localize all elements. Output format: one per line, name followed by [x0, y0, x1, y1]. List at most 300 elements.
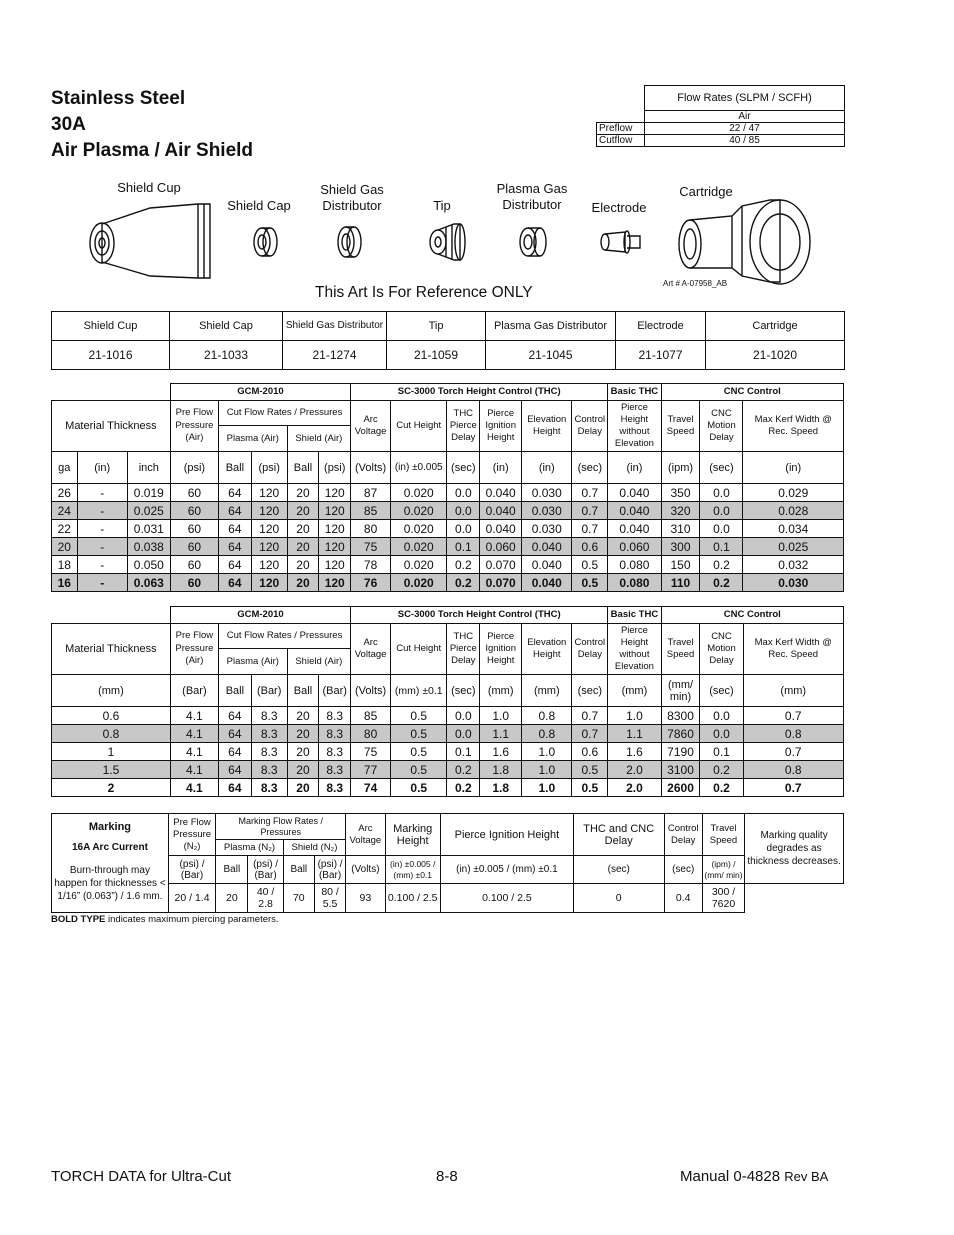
data-cell: 0.5 — [391, 725, 447, 743]
unit-cell: (in) ±0.005 — [391, 452, 447, 484]
unit-cell: (sec) — [700, 452, 743, 484]
data-cell: 85 — [351, 707, 391, 725]
marking-value-cell: 80 / 5.5 — [314, 884, 345, 913]
marking-value-cell: 0.100 / 2.5 — [385, 884, 440, 913]
marking-unit-cell: (Volts) — [346, 856, 385, 884]
data-cell: 75 — [351, 743, 391, 761]
part-number: 21-1020 — [706, 341, 845, 370]
data-cell: 8.3 — [319, 743, 351, 761]
data-cell: 0.040 — [608, 502, 661, 520]
data-cell: 78 — [351, 556, 391, 574]
plasma-air-header: Plasma (Air) — [218, 426, 287, 452]
shield-cap-drawing — [254, 228, 277, 256]
data-cell: 120 — [319, 574, 351, 592]
part-number: 21-1045 — [486, 341, 616, 370]
data-cell: 0.070 — [480, 574, 522, 592]
marking-value-cell: 20 / 1.4 — [168, 884, 215, 913]
gcm-header: GCM-2010 — [170, 607, 350, 624]
data-cell: 60 — [170, 574, 218, 592]
marking-value-cell: 0.4 — [664, 884, 702, 913]
data-cell: 120 — [251, 556, 287, 574]
data-cell: 1.0 — [522, 761, 572, 779]
marking-plasma-header: Plasma (N₂) — [216, 840, 283, 856]
units-row — [52, 452, 844, 484]
data-cell: 4.1 — [170, 779, 218, 797]
data-cell: 64 — [218, 574, 251, 592]
unit-cell: (Volts) — [351, 452, 391, 484]
pierce-ignition-header: Pierce Ignition Height — [480, 624, 522, 675]
data-cell: 20 — [287, 743, 319, 761]
data-cell: 0.7 — [572, 502, 608, 520]
cut-height-header: Cut Height — [391, 401, 447, 452]
data-cell: 0.2 — [447, 556, 480, 574]
reference-note: This Art Is For Reference ONLY — [315, 284, 533, 301]
data-cell: 1 — [52, 743, 171, 761]
data-cell: 3100 — [661, 761, 700, 779]
data-cell: 0.0 — [447, 484, 480, 502]
data-cell: 1.1 — [480, 725, 522, 743]
flow-row-value: 22 / 47 — [645, 123, 845, 135]
data-cell: 0.1 — [447, 743, 480, 761]
data-cell: - — [77, 484, 127, 502]
table-row — [52, 484, 844, 502]
data-cell: 20 — [287, 502, 319, 520]
data-cell: 1.0 — [480, 707, 522, 725]
data-cell: 0.8 — [52, 725, 171, 743]
flow-gas: Air — [645, 111, 845, 123]
unit-cell: (sec) — [447, 452, 480, 484]
data-cell: 350 — [661, 484, 700, 502]
data-cell: 1.6 — [480, 743, 522, 761]
gcm-header: GCM-2010 — [170, 384, 350, 401]
tip-drawing — [430, 224, 465, 260]
marking-unit-cell: (psi) / (Bar) — [248, 856, 283, 884]
unit-cell: (sec) — [700, 675, 743, 707]
units-row — [52, 675, 844, 707]
data-cell: 1.0 — [522, 743, 572, 761]
data-cell: 0.5 — [572, 761, 608, 779]
data-cell: 85 — [351, 502, 391, 520]
plasma-air-header: Plasma (Air) — [218, 649, 287, 675]
data-cell: 0.0 — [700, 725, 743, 743]
data-cell: 0.8 — [522, 707, 572, 725]
data-cell: 8.3 — [251, 725, 287, 743]
cutflow-header: Cut Flow Rates / Pressures — [218, 401, 350, 426]
data-cell: 0.7 — [572, 520, 608, 538]
part-number: 21-1059 — [387, 341, 486, 370]
data-cell: 20 — [287, 556, 319, 574]
elevation-height-header: Elevation Height — [522, 401, 572, 452]
marking-burn-note: Burn-through may happen for thicknesses < 1/16” (0.063”) / 1.6 mm. — [52, 856, 169, 913]
data-cell: 0.020 — [391, 538, 447, 556]
thc-pierce-delay-header: THC Pierce Delay — [447, 401, 480, 452]
data-cell: 64 — [218, 743, 251, 761]
data-cell: 64 — [218, 484, 251, 502]
data-cell: 1.5 — [52, 761, 171, 779]
data-cell: 64 — [218, 779, 251, 797]
arc-voltage-header: Arc Voltage — [351, 401, 391, 452]
marking-value-cell: 0 — [573, 884, 664, 913]
data-cell: 0.020 — [391, 502, 447, 520]
data-cell: 0.8 — [743, 761, 844, 779]
table-row — [52, 574, 844, 592]
data-cell: 0.2 — [700, 556, 743, 574]
cnc-header: CNC Control — [661, 607, 843, 624]
pierce-height-header: Pierce Height without Elevation — [608, 401, 661, 452]
data-cell: 8300 — [661, 707, 700, 725]
table-row — [52, 725, 844, 743]
data-cell: 0.020 — [391, 484, 447, 502]
data-cell: 0.060 — [608, 538, 661, 556]
part-label-shield-cap: Shield Cap — [227, 198, 291, 213]
pierce-height-header: Pierce Height without Elevation — [608, 624, 661, 675]
marking-height-header: Marking Height — [385, 814, 440, 856]
thc-header: SC-3000 Torch Height Control (THC) — [351, 607, 608, 624]
data-cell: 0.0 — [700, 502, 743, 520]
unit-cell: (in) — [77, 452, 127, 484]
marking-unit-cell: (in) ±0.005 / (mm) ±0.1 — [385, 856, 440, 884]
cut-height-header: Cut Height — [391, 624, 447, 675]
marking-quality-note: Marking quality degrades as thickness decreases. — [745, 814, 844, 884]
parts-header: Tip — [387, 312, 486, 341]
flow-rates-header: Flow Rates (SLPM / SCFH) — [645, 86, 845, 111]
data-cell: 0.063 — [127, 574, 170, 592]
marking-unit-cell: (ipm) / (mm/ min) — [702, 856, 744, 884]
basic-thc-header: Basic THC — [608, 384, 661, 401]
unit-cell: (sec) — [572, 675, 608, 707]
data-cell: 320 — [661, 502, 700, 520]
marking-unit-cell: (sec) — [664, 856, 702, 884]
marking-control-header: Control Delay — [664, 814, 702, 856]
data-cell: 0.034 — [743, 520, 844, 538]
data-cell: 20 — [287, 520, 319, 538]
parts-header: Electrode — [616, 312, 706, 341]
data-cell: 77 — [351, 761, 391, 779]
cnc-header: CNC Control — [661, 384, 843, 401]
data-cell: 8.3 — [319, 725, 351, 743]
data-cell: 0.0 — [447, 502, 480, 520]
marking-pierce-header: Pierce Ignition Height — [440, 814, 573, 856]
marking-value-cell: 70 — [283, 884, 314, 913]
data-cell: - — [77, 556, 127, 574]
data-cell: 2600 — [661, 779, 700, 797]
data-cell: 1.8 — [480, 761, 522, 779]
footer-manual: Manual 0-4828 Rev BA — [680, 1168, 829, 1185]
part-number: 21-1077 — [616, 341, 706, 370]
data-cell: 0.0 — [447, 725, 480, 743]
data-cell: 16 — [52, 574, 78, 592]
data-cell: 0.040 — [608, 520, 661, 538]
data-cell: 0.5 — [572, 779, 608, 797]
part-number: 21-1033 — [170, 341, 283, 370]
arc-voltage-header: Arc Voltage — [351, 624, 391, 675]
data-cell: 20 — [52, 538, 78, 556]
data-cell: 0.0 — [447, 520, 480, 538]
marking-unit-cell: Ball — [216, 856, 248, 884]
data-cell: 120 — [319, 538, 351, 556]
unit-cell: (sec) — [572, 452, 608, 484]
flow-row-value: 40 / 85 — [645, 135, 845, 147]
data-cell: 20 — [287, 484, 319, 502]
unit-cell: (in) — [743, 452, 844, 484]
data-cell: 87 — [351, 484, 391, 502]
data-cell: 0.6 — [572, 538, 608, 556]
data-cell: 120 — [251, 502, 287, 520]
data-cell: 2.0 — [608, 779, 661, 797]
data-cell: 60 — [170, 484, 218, 502]
data-cell: 4.1 — [170, 725, 218, 743]
marking-current: 16A Arc Current — [52, 840, 169, 856]
data-cell: 24 — [52, 502, 78, 520]
shield-air-header: Shield (Air) — [287, 426, 351, 452]
data-cell: 4.1 — [170, 761, 218, 779]
bold-type-note: BOLD TYPE indicates maximum piercing parameters. — [51, 914, 279, 925]
table-row — [52, 761, 844, 779]
unit-cell: (mm) — [743, 675, 844, 707]
table-row — [52, 743, 844, 761]
data-cell: 0.2 — [700, 779, 743, 797]
cnc-motion-delay-header: CNC Motion Delay — [700, 624, 743, 675]
part-label-shield-gas-distributor: Shield Gas Distributor — [320, 182, 384, 213]
cnc-motion-delay-header: CNC Motion Delay — [700, 401, 743, 452]
data-cell: 60 — [170, 520, 218, 538]
marking-value-cell: 20 — [216, 884, 248, 913]
elevation-height-header: Elevation Height — [522, 624, 572, 675]
data-cell: 20 — [287, 707, 319, 725]
data-cell: 7190 — [661, 743, 700, 761]
data-cell: 0.040 — [480, 502, 522, 520]
data-cell: 0.040 — [608, 484, 661, 502]
cutflow-header: Cut Flow Rates / Pressures — [218, 624, 350, 649]
data-cell: 60 — [170, 502, 218, 520]
flow-rates-table — [596, 85, 845, 147]
data-cell: 80 — [351, 725, 391, 743]
unit-cell: (Bar) — [251, 675, 287, 707]
data-cell: 0.7 — [572, 707, 608, 725]
data-cell: 0.7 — [743, 707, 844, 725]
title-amperage: 30A — [51, 114, 86, 135]
data-cell: 0.5 — [391, 779, 447, 797]
data-cell: 0.080 — [608, 556, 661, 574]
unit-cell: (mm) — [52, 675, 171, 707]
marking-travel-header: Travel Speed — [702, 814, 744, 856]
unit-cell: (in) — [608, 452, 661, 484]
data-cell: 64 — [218, 707, 251, 725]
data-cell: 0.5 — [391, 761, 447, 779]
data-cell: 0.050 — [127, 556, 170, 574]
data-cell: 0.060 — [480, 538, 522, 556]
art-number: Art # A-07958_AB — [663, 279, 728, 288]
data-cell: 20 — [287, 761, 319, 779]
data-cell: 64 — [218, 556, 251, 574]
unit-cell: (ipm) — [661, 452, 700, 484]
data-cell: 8.3 — [251, 743, 287, 761]
data-cell: 0.030 — [522, 502, 572, 520]
data-cell: 0.025 — [127, 502, 170, 520]
data-cell: 0.0 — [700, 520, 743, 538]
data-cell: - — [77, 538, 127, 556]
unit-cell: Ball — [218, 452, 251, 484]
data-cell: 0.1 — [700, 538, 743, 556]
unit-cell: (mm) — [608, 675, 661, 707]
data-cell: 0.6 — [52, 707, 171, 725]
data-cell: 8.3 — [319, 779, 351, 797]
marking-unit-cell: (psi) / (Bar) — [314, 856, 345, 884]
marking-shield-header: Shield (N₂) — [283, 840, 346, 856]
data-cell: 7860 — [661, 725, 700, 743]
unit-cell: Ball — [218, 675, 251, 707]
data-cell: 0.029 — [743, 484, 844, 502]
data-cell: 0.0 — [700, 484, 743, 502]
data-cell: 0.019 — [127, 484, 170, 502]
data-cell: 8.3 — [319, 761, 351, 779]
unit-cell: (in) — [522, 452, 572, 484]
data-cell: 0.080 — [608, 574, 661, 592]
marking-arc-header: Arc Voltage — [346, 814, 385, 856]
parts-number-table — [51, 311, 845, 370]
data-cell: 1.1 — [608, 725, 661, 743]
flow-row-label: Preflow — [597, 123, 645, 135]
data-cell: 0.8 — [743, 725, 844, 743]
parts-header: Plasma Gas Distributor — [486, 312, 616, 341]
data-cell: 20 — [287, 725, 319, 743]
data-cell: 2.0 — [608, 761, 661, 779]
data-cell: 0.6 — [572, 743, 608, 761]
unit-cell: (mm) — [480, 675, 522, 707]
data-cell: 0.0 — [447, 707, 480, 725]
data-cell: 0.028 — [743, 502, 844, 520]
unit-cell: ga — [52, 452, 78, 484]
thc-header: SC-3000 Torch Height Control (THC) — [351, 384, 608, 401]
data-cell: 8.3 — [251, 761, 287, 779]
data-cell: 300 — [661, 538, 700, 556]
data-cell: 74 — [351, 779, 391, 797]
data-cell: 0.1 — [700, 743, 743, 761]
table-row — [52, 538, 844, 556]
marking-value-cell: 0.100 / 2.5 — [440, 884, 573, 913]
data-cell: 0.7 — [743, 779, 844, 797]
data-cell: 4.1 — [170, 743, 218, 761]
unit-cell: (mm/ min) — [661, 675, 700, 707]
title-gas: Air Plasma / Air Shield — [51, 140, 254, 161]
unit-cell: (mm) ±0.1 — [391, 675, 447, 707]
shield-cup-drawing — [90, 204, 210, 278]
unit-cell: inch — [127, 452, 170, 484]
data-cell: 110 — [661, 574, 700, 592]
data-cell: 0.025 — [743, 538, 844, 556]
marking-title: Marking — [52, 814, 169, 840]
marking-unit-cell: (in) ±0.005 / (mm) ±0.1 — [440, 856, 573, 884]
marking-value-cell: 300 / 7620 — [702, 884, 744, 913]
data-cell: 120 — [319, 484, 351, 502]
unit-cell: (psi) — [251, 452, 287, 484]
data-cell: 0.030 — [743, 574, 844, 592]
flow-row-label: Cutflow — [597, 135, 645, 147]
data-cell: - — [77, 502, 127, 520]
data-cell: 0.070 — [480, 556, 522, 574]
data-cell: 0.2 — [447, 574, 480, 592]
data-cell: 0.020 — [391, 520, 447, 538]
parts-header: Shield Cap — [170, 312, 283, 341]
unit-cell: (Bar) — [319, 675, 351, 707]
data-cell: 4.1 — [170, 707, 218, 725]
data-cell: - — [77, 520, 127, 538]
data-cell: 0.040 — [480, 484, 522, 502]
unit-cell: (Bar) — [170, 675, 218, 707]
data-cell: 2 — [52, 779, 171, 797]
data-cell: 120 — [251, 484, 287, 502]
material-thickness-header: Material Thickness — [52, 624, 171, 675]
unit-cell: (Volts) — [351, 675, 391, 707]
data-cell: 64 — [218, 538, 251, 556]
preflow-header: Pre Flow Pressure (Air) — [170, 401, 218, 452]
data-cell: - — [77, 574, 127, 592]
part-number: 21-1274 — [283, 341, 387, 370]
data-cell: 0.040 — [522, 556, 572, 574]
data-cell: 0.5 — [572, 556, 608, 574]
data-cell: 0.2 — [447, 761, 480, 779]
data-cell: 0.7 — [743, 743, 844, 761]
parts-header: Shield Gas Distributor — [283, 312, 387, 341]
kerf-width-header: Max Kerf Width @ Rec. Speed — [743, 624, 844, 675]
data-cell: 0.8 — [522, 725, 572, 743]
data-cell: 120 — [251, 574, 287, 592]
table-row — [52, 520, 844, 538]
kerf-width-header: Max Kerf Width @ Rec. Speed — [743, 401, 844, 452]
unit-cell: (psi) — [319, 452, 351, 484]
data-cell: 18 — [52, 556, 78, 574]
marking-thc-header: THC and CNC Delay — [573, 814, 664, 856]
table-row — [52, 779, 844, 797]
data-cell: 0.040 — [522, 538, 572, 556]
pierce-ignition-header: Pierce Ignition Height — [480, 401, 522, 452]
thc-pierce-delay-header: THC Pierce Delay — [447, 624, 480, 675]
data-cell: 310 — [661, 520, 700, 538]
part-label-electrode: Electrode — [591, 200, 647, 215]
preflow-header: Pre Flow Pressure (Air) — [170, 624, 218, 675]
data-cell: 20 — [287, 779, 319, 797]
control-delay-header: Control Delay — [572, 401, 608, 452]
control-delay-header: Control Delay — [572, 624, 608, 675]
parts-header: Shield Cup — [52, 312, 170, 341]
table-row — [52, 707, 844, 725]
data-cell: 0.2 — [700, 761, 743, 779]
data-cell: 150 — [661, 556, 700, 574]
footer-title: TORCH DATA for Ultra-Cut — [51, 1168, 232, 1185]
marking-value-cell: 40 / 2.8 — [248, 884, 283, 913]
data-cell: 8.3 — [319, 707, 351, 725]
cartridge-drawing — [679, 200, 810, 284]
parts-illustration — [80, 196, 820, 286]
data-cell: 0.038 — [127, 538, 170, 556]
data-cell: 64 — [218, 725, 251, 743]
data-cell: 8.3 — [251, 707, 287, 725]
data-cell: 0.040 — [480, 520, 522, 538]
parts-header: Cartridge — [706, 312, 845, 341]
data-cell: 64 — [218, 520, 251, 538]
data-cell: 22 — [52, 520, 78, 538]
data-cell: 80 — [351, 520, 391, 538]
data-cell: 64 — [218, 502, 251, 520]
data-cell: 1.0 — [522, 779, 572, 797]
data-cell: 0.0 — [700, 707, 743, 725]
data-cell: 120 — [319, 520, 351, 538]
data-cell: 120 — [319, 556, 351, 574]
marking-preflow-header: Pre Flow Pressure (N₂) — [168, 814, 215, 856]
unit-cell: Ball — [287, 452, 319, 484]
table-row — [52, 556, 844, 574]
material-thickness-header: Material Thickness — [52, 401, 171, 452]
